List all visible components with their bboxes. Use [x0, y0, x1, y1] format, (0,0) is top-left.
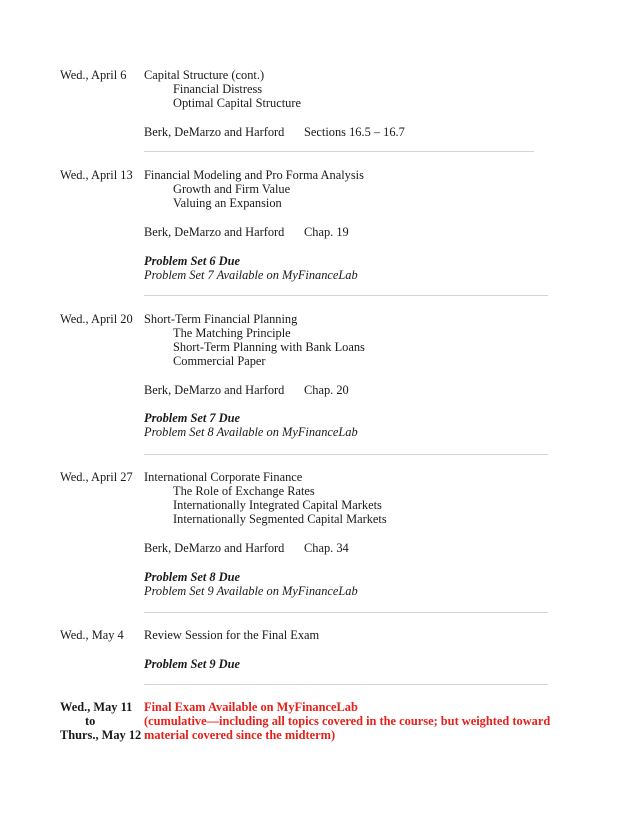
- subtopic: Growth and Firm Value: [173, 182, 291, 196]
- problem-set-due: Problem Set 7 Due: [144, 411, 241, 425]
- divider: [144, 612, 548, 613]
- problem-set-available: Problem Set 7 Available on MyFinanceLab: [144, 268, 358, 282]
- reading-text: Berk, DeMarzo and Harford: [144, 125, 285, 139]
- final-exam-note: material covered since the midterm): [144, 728, 336, 742]
- problem-set-available: Problem Set 8 Available on MyFinanceLab: [144, 425, 358, 439]
- session-date: Wed., April 6: [60, 68, 127, 82]
- problem-set-due: Problem Set 9 Due: [144, 657, 241, 671]
- final-exam-to: to: [85, 714, 96, 728]
- subtopic: Financial Distress: [173, 82, 263, 96]
- reading-text: Berk, DeMarzo and Harford: [144, 541, 285, 555]
- session-topic: Review Session for the Final Exam: [144, 628, 320, 642]
- subtopic: Internationally Integrated Capital Markets: [173, 498, 382, 512]
- subtopic: Internationally Segmented Capital Markets: [173, 512, 387, 526]
- subtopic: Short-Term Planning with Bank Loans: [173, 340, 365, 354]
- reading-ref: Sections 16.5 – 16.7: [304, 125, 405, 139]
- session-topic: Financial Modeling and Pro Forma Analysis: [144, 168, 364, 182]
- problem-set-due: Problem Set 8 Due: [144, 570, 241, 584]
- divider: [144, 295, 548, 296]
- divider: [144, 151, 534, 152]
- session-date: Wed., April 27: [60, 470, 133, 484]
- divider: [144, 454, 548, 455]
- session-date: Wed., April 13: [60, 168, 133, 182]
- final-exam-end-date: Thurs., May 12: [60, 728, 142, 742]
- subtopic: Optimal Capital Structure: [173, 96, 302, 110]
- divider: [144, 684, 548, 685]
- session-date: Wed., May 4: [60, 628, 124, 642]
- session-topic: Short-Term Financial Planning: [144, 312, 298, 326]
- subtopic: The Role of Exchange Rates: [173, 484, 315, 498]
- session-topic: Capital Structure (cont.): [144, 68, 265, 82]
- subtopic: Commercial Paper: [173, 354, 266, 368]
- final-exam-title: Final Exam Available on MyFinanceLab: [144, 700, 358, 714]
- subtopic: The Matching Principle: [173, 326, 291, 340]
- session-date: Wed., April 20: [60, 312, 133, 326]
- reading-ref: Chap. 34: [304, 541, 349, 555]
- problem-set-available: Problem Set 9 Available on MyFinanceLab: [144, 584, 358, 598]
- reading-ref: Chap. 19: [304, 225, 349, 239]
- reading-ref: Chap. 20: [304, 383, 349, 397]
- final-exam-start-date: Wed., May 11: [60, 700, 133, 714]
- reading-text: Berk, DeMarzo and Harford: [144, 383, 285, 397]
- session-topic: International Corporate Finance: [144, 470, 303, 484]
- problem-set-due: Problem Set 6 Due: [144, 254, 241, 268]
- subtopic: Valuing an Expansion: [173, 196, 282, 210]
- reading-text: Berk, DeMarzo and Harford: [144, 225, 285, 239]
- final-exam-note: (cumulative—including all topics covered in the course; but weighted toward: [144, 714, 551, 728]
